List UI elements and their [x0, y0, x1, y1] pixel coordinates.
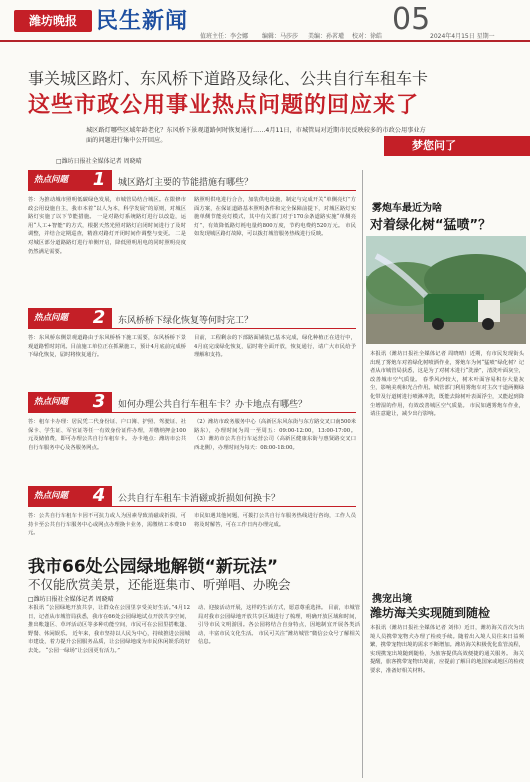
q4-number: 4: [90, 486, 108, 506]
right-article2-body: 本报讯（潍坊日报社全媒体记者 刘伟）近日，潍坊海关首次为出境人员携带宠物犬办理了检疫手续。随着出入境人员往来日益频繁，携带宠物出境的需求不断增加。潍坊海关积极优化监管流程，实现携宠出境随到随检，为旅客提供高效便捷的通关服务。 海关提醒，旅客携带宠物出境前，应提前了解目的地国家或地区的检疫要求，准备好相关材料。: [370, 625, 524, 674]
meta-date: 2024年4月15日 星期一: [430, 33, 495, 40]
right-article2-title-line2: 潍坊海关实现随到随检: [370, 606, 491, 620]
headline-lead: 城区路灯哪些区域年龄老化？东风桥下景观道路何时恢复通行……4月11日，市城管局对近期市民反映较多的市政公用事业方面的问题进行集中公开回应。: [86, 127, 426, 144]
right-article2-title-line1: 携宠出境: [372, 594, 412, 605]
meta-proofreader: 校对：徐皓: [352, 33, 383, 40]
spray-truck-photo: [366, 236, 526, 344]
column-divider: [362, 170, 363, 778]
section-title: 民生新闻: [96, 8, 189, 34]
meta-editor: 值班主任：李会娜: [200, 33, 249, 40]
q1-answer-right: 路照明供电进行合合，加装供电设施，制定与完成开关“单侧亮灯”方面方案，在保证道路基本照明条件和完全保障前提下，对城区路灯实施单侧节能亮灯模式，其中有关部门对于170余条道路实施“单侧亮灯”，有效降低路灯耗电量约800万度，节约电费约520万元。 市民如发现城区路灯故障，可以拨打城管服务热线进行反映。: [194, 197, 356, 238]
page-number: 05: [392, 2, 431, 37]
byline-main: □潍坊日报社全媒体记者 周晓晴: [56, 158, 142, 165]
q3-answer-left: 答：租车卡办理：居民凭二代身份证、户口簿、护照、驾驶证、社保卡、学生证、军官证等任一有效身份证件办理，并缴纳押金100元及储值费，即可办理公共自行车租车卡。 办卡地点：潍坊市公共自行车服务中心及各服务网点。: [28, 419, 186, 451]
q3-number: 3: [90, 392, 108, 412]
q2-rule: [28, 328, 356, 329]
q2-answer-left: 答：东风桥东侧景观道路由于东风桥桥下施工需要，东风桥桥下景观道路暂时封闭。目前施工单位正在抓紧施工，预计4月底前完成桥下绿化恢复，届时将恢复通行。: [28, 335, 186, 359]
headline-kicker: 事关城区路灯、东风桥下道路及绿化、公共自行车租车卡: [28, 69, 429, 88]
q1-rule: [28, 190, 356, 191]
right-article1-title-line2: 对着绿化树“猛喷”？: [370, 218, 492, 233]
q1-number: 1: [90, 170, 108, 190]
q2-number: 2: [90, 308, 108, 328]
q3-label: 热点问题: [28, 392, 112, 412]
q2-text: 东风桥桥下绿化恢复等何时完工？: [118, 316, 254, 326]
right-article1-title-line1: 雾炮车最近为啥: [372, 203, 442, 214]
q3-rule: [28, 412, 356, 413]
q4-answer-left: 答：公共自行车租车卡因不可抗力或人为因素导致消磁或折损，可持卡至公共自行车服务中心或网点办理换卡业务，需缴纳工本费10元。: [28, 513, 186, 537]
answer-logo: 梦您问了: [384, 136, 530, 156]
q1-text: 城区路灯主要的节能措施有哪些？: [118, 178, 254, 188]
bottom-byline: □潍坊日报社全媒体记者 周晓晴: [28, 596, 114, 603]
meta-editor2: 编辑：马莎莎: [262, 33, 299, 40]
q2-label: 热点问题: [28, 308, 112, 328]
right-article1-body: 本报讯（潍坊日报社全媒体记者 周晓晴）近期，有市民发现街头出现了雾炮车对着绿化树喷洒作业，雾炮车为何“猛喷”绿化树？记者从市城管局获悉，这是为了对树木进行“洗澡”，清洗叶面灰尘，改善城市空气质量。 春季风沙较大，树木叶面容易积存大量灰尘，影响美观和光合作用。城管部门利用雾炮车对主次干道两侧绿化带及行道树进行喷淋冲洗，既能去除树叶表面浮尘，又能起到降尘增湿的作用，有效改善城区空气质量。 市民如遇雾炮车作业，请注意避让，减少出行影响。: [370, 351, 524, 418]
q4-answer-right: 市民如遇其他问题，可拨打公共自行车服务热线进行咨询，工作人员将及时解答，可在工作日内办理完成。: [194, 513, 356, 528]
q3-text: 如何办理公共自行车租车卡？办卡地点有哪些？: [118, 400, 308, 410]
meta-designer: 美编：孙茗瓘: [308, 33, 345, 40]
q4-label: 热点问题: [28, 486, 112, 506]
bottom-article-col1: 本报讯 “公园绿地开放共享，让群众在公园里享受美好生活。”4月12日，记者从市城管局获悉，我市在66处公园绿地试点开放共享空间，推出帐篷区、草坪活动区等多种功能空间，市民可在公园里搭帐篷、野餐、休闲娱乐。 近年来，我市坚持以人民为中心，持续推进公园城市建设，着力提升公园服务品质，让公园绿地成为市民休闲娱乐的好去处。 “公园一绿场”让公园更有活力。”: [28, 605, 190, 654]
q3-answer-right: （2）潍坊市政务服务中心（高新区东风东街与东方路交叉口南500米路东），办理时间为周一至周五：09:00-12:00，13:00-17:00。 （3）潍坊市公共自行车运营公司（高新区健康东街与惠贤路交叉口西北侧），办理时间为每天：08:00-18:00。: [194, 419, 356, 451]
q1-answer-left: 答：为推动城市照明低碳绿色发展，市城管局结合城区。在限修市政公用设施自主，我市本着“以人为本，科学发展”的原则，对城区路灯实施了以下节能措施。 一是对路灯系统路灯进行以改造，运用“人工+智能”的方式，根据天然光照对路灯启闭时间进行了及时调整，并结合定期巡查，精准对路灯开闭时间作调整与变更。 二是对城区部分道路路灯进行单侧开启，降低照明用电的同时照明亮度仍然满足需要。: [28, 197, 186, 255]
newspaper-logo: 潍坊晚报: [14, 10, 92, 32]
bottom-article-col2: 动、迎接活动开展，这样的生活方式，愿意尊重选择。 目前，市城管局对我市公园绿地开放共享区域进行了梳理，明确开放区域和时间，引导市民文明游园。各公园将结合自身特点，因地制宜开展各类活动，丰富市民文化生活。 市民可关注“潍坊城管”微信公众号了解相关信息。: [198, 605, 360, 646]
q2-answer-right: 目前，工程剩余的下部路面铺装已基本完成，绿化种植正在进行中，4月底完成绿化恢复，届时将全面开放，恢复通行，请广大市民给予理解和支持。: [194, 335, 356, 359]
q4-rule: [28, 506, 356, 507]
q4-text: 公共自行车租车卡消磁或折损如何换卡？: [118, 494, 281, 504]
q1-label: 热点问题: [28, 170, 112, 190]
bottom-article-title: 我市66处公园绿地解锁“新玩法”: [28, 557, 279, 577]
headline-main: 这些市政公用事业热点问题的回应来了: [28, 93, 420, 118]
masthead: [0, 0, 530, 42]
spray-truck-illustration: [366, 236, 526, 344]
bottom-article-subtitle: 不仅能欣赏美景，还能逛集市、听弹唱、办晚会: [28, 577, 291, 592]
